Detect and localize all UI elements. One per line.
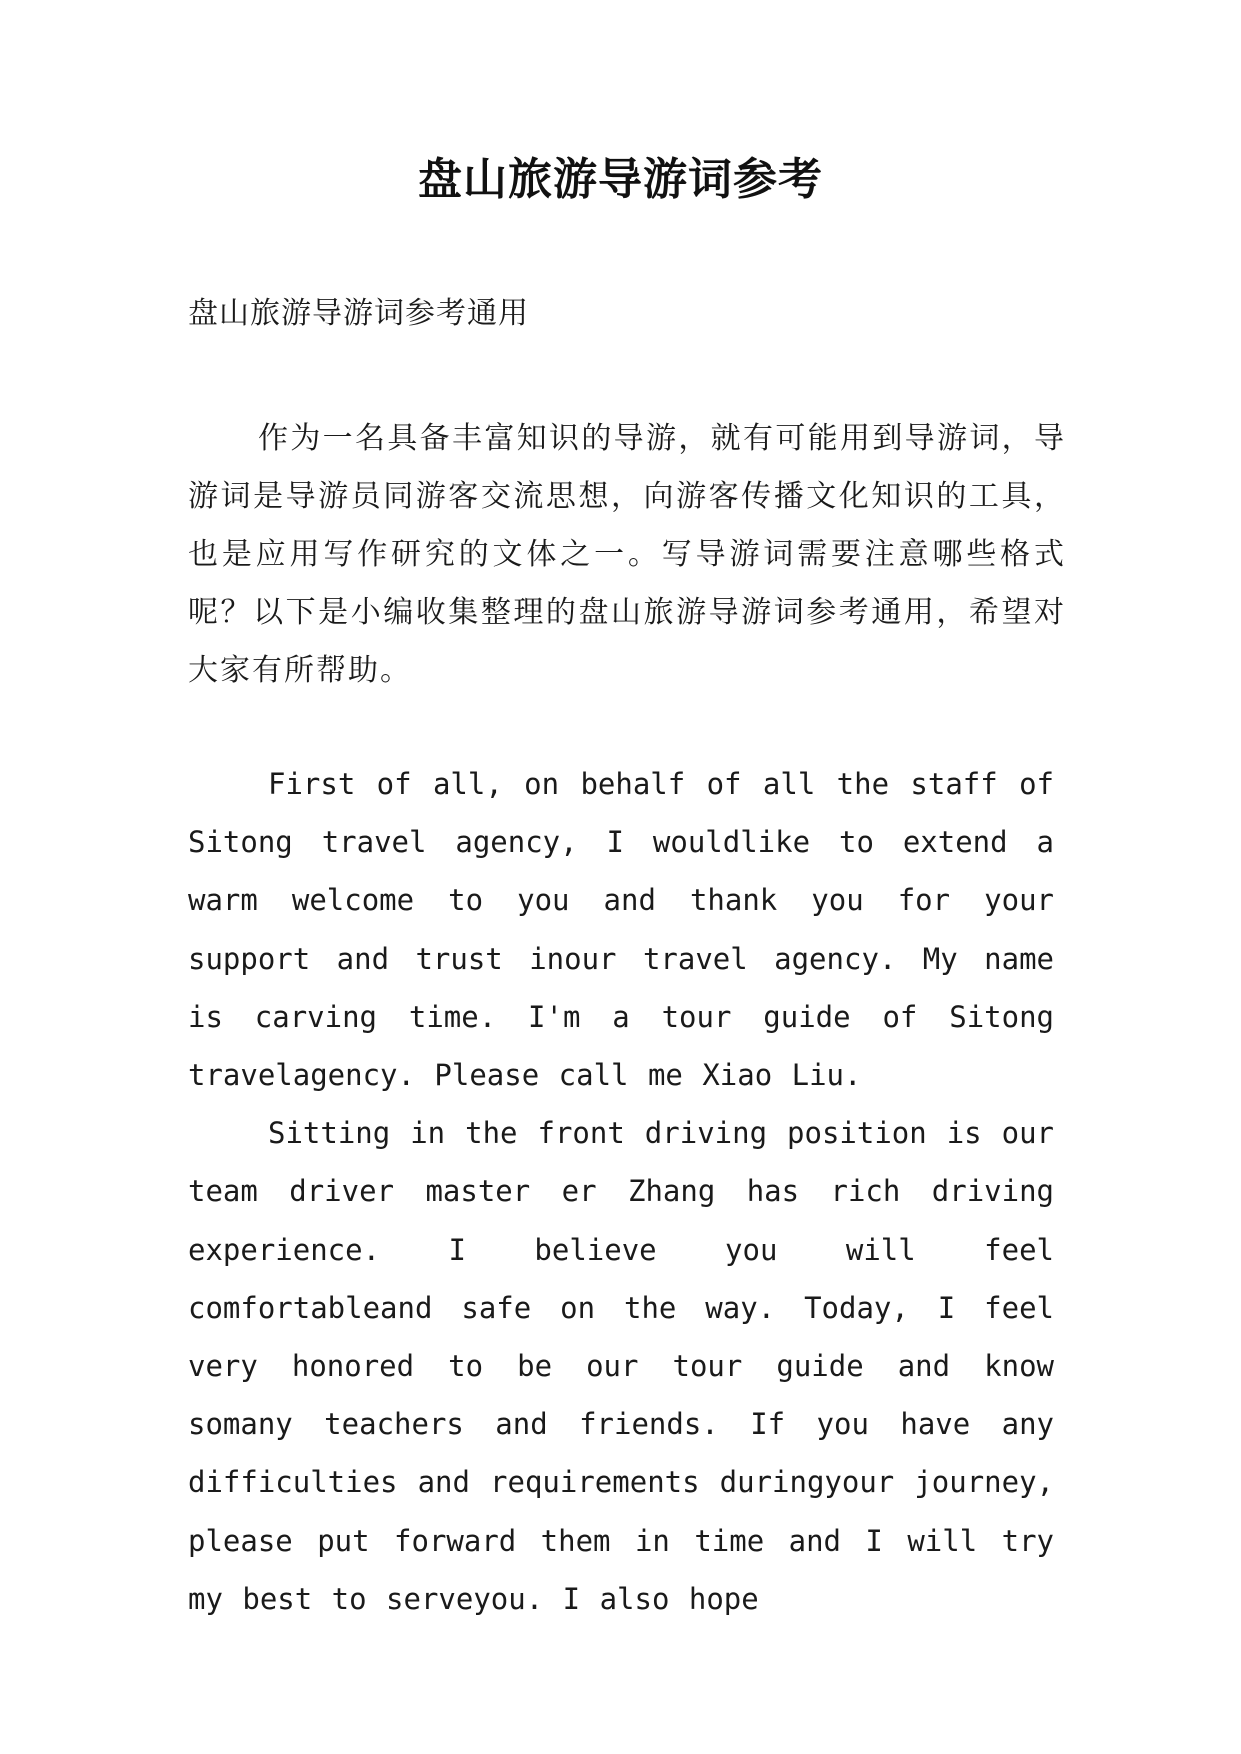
- body-paragraph-2: Sitting in the front driving position is our team driver master er Zhang has rich driving experience. I believe you will feel comfortableand safe on the way. Today, I feel very honored to be our tour guide and know somany teachers and friends. If you have any difficulties and requirements duringyour journey, please put forward them in time and I will try my best to serveyou. I also hope: [188, 1116, 1054, 1616]
- body-paragraph-1: First of all, on behalf of all the staff of Sitong travel agency, I wouldlike to extend a warm welcome to you and thank you for your support and trust inour travel agency. My name is carving time. I'm a tour guide of Sitong travelagency. Please call me Xiao Liu.: [188, 767, 1054, 1093]
- document-title: 盘山旅游导游词参考: [418, 154, 823, 205]
- intro-paragraph: 作为一名具备丰富知识的导游，就有可能用到导游词，导游词是导游员同游客交流思想，向游客传播文化知识的工具，也是应用写作研究的文体之一。写导游词需要注意哪些格式呢？以下是小编收集整理的盘山旅游导游词参考通用，希望对大家有所帮助。: [188, 421, 1066, 688]
- document-subtitle: 盘山旅游导游词参考通用: [188, 296, 529, 331]
- english-body: [188, 755, 1054, 1628]
